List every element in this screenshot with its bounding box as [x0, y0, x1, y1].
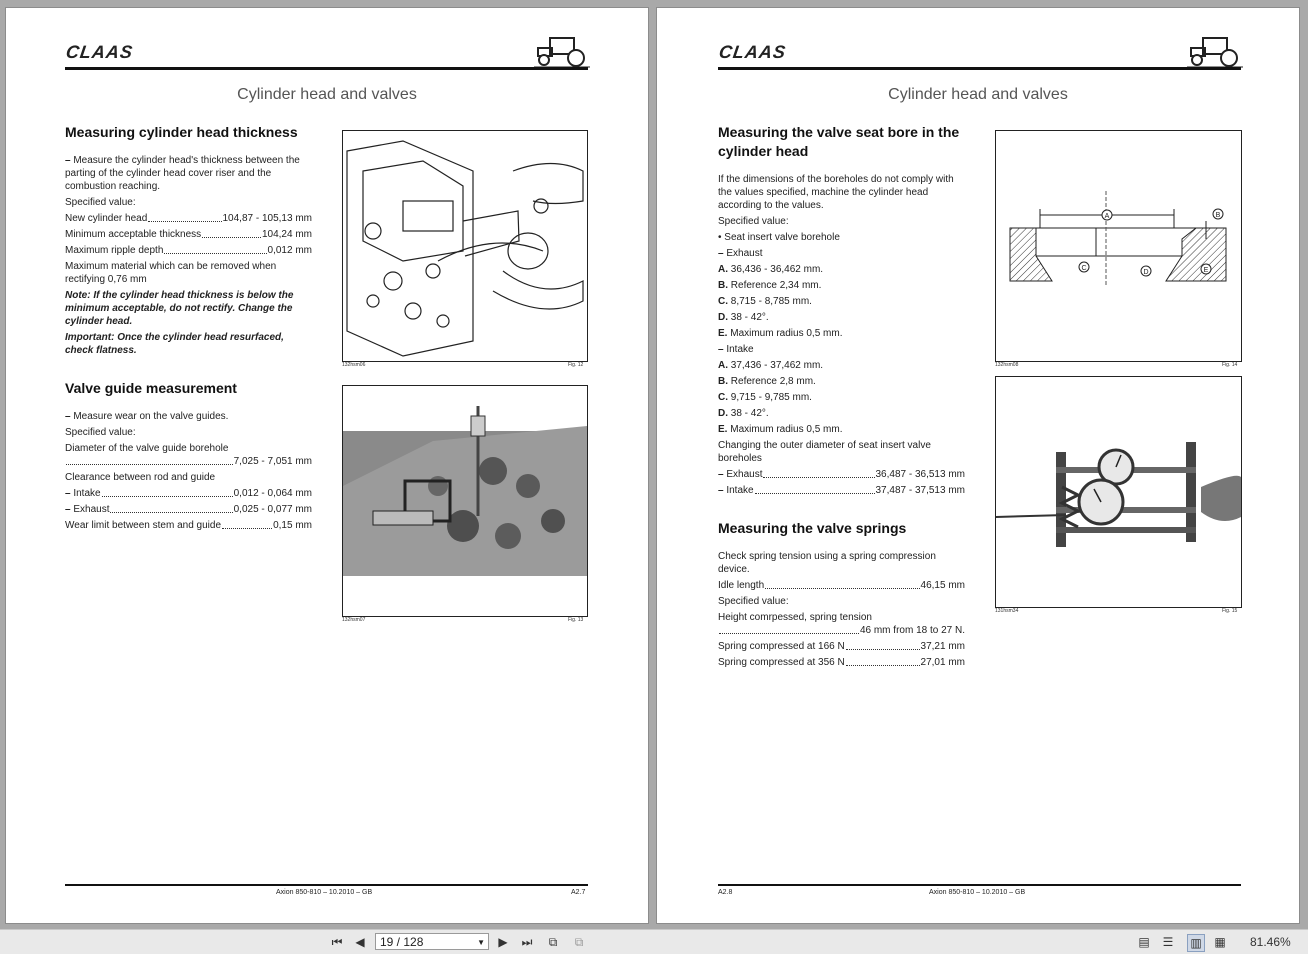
valve-seat-diagram [996, 131, 1241, 361]
viewer-toolbar [0, 929, 1308, 954]
paragraph: If the dimensions of the boreholes do not comply with the values specified, machine the cylinder head according to the values. [718, 174, 954, 211]
figure-ref: 132hsm06 [342, 362, 366, 368]
footer-page-number: A2.7 [571, 889, 586, 896]
heading-valve-seat-bore: Measuring the valve seat bore in the cylinder head [718, 124, 960, 159]
section-title: Cylinder head and valves [237, 86, 417, 103]
footer-rule [65, 884, 588, 886]
paragraph: Check spring tension using a spring compression device. [718, 551, 936, 575]
heading-valve-guide: Valve guide measurement [65, 380, 237, 396]
specified-label: Specified value: [718, 216, 789, 227]
next-view-icon[interactable]: ⧉ [574, 935, 584, 949]
diagram-letter: E [1203, 267, 1209, 274]
paragraph: Height comrpessed, spring tension [718, 612, 872, 623]
right-page [657, 8, 1299, 923]
spec-row: 46 mm from 18 to 27 N. [718, 624, 965, 637]
list-item: A. 37,436 - 37,462 mm. [718, 360, 824, 371]
list-item: E. Maximum radius 0,5 mm. [718, 424, 843, 435]
page-indicator: 19 / 128 [380, 935, 424, 949]
figure-valve-guide-photo [342, 385, 588, 617]
list-item: C. 8,715 - 8,785 mm. [718, 296, 812, 307]
figure-ref: 132hsm08 [995, 362, 1019, 368]
paragraph: – Measure wear on the valve guides. [65, 411, 229, 422]
specified-label: Specified value: [65, 197, 136, 208]
last-page-icon[interactable]: ⏭ [521, 935, 533, 949]
paragraph: • Seat insert valve borehole [718, 232, 840, 243]
footer-title: Axion 850-810 – 10.2010 – GB [929, 889, 1026, 896]
left-page [6, 8, 648, 923]
valve-guide-photo [343, 386, 587, 616]
footer-rule [718, 884, 1241, 886]
list-item: B. Reference 2,34 mm. [718, 280, 822, 291]
figure-spring-compression-photo [995, 376, 1242, 608]
next-page-icon[interactable]: ▶ [498, 935, 508, 949]
paragraph: Maximum material which can be removed when rectifying 0,76 mm [65, 261, 277, 285]
header-rule [65, 67, 588, 70]
diagram-letter: B [1215, 212, 1221, 219]
spec-row: – Exhaust 0,025 - 0,077 mm [65, 504, 312, 515]
tractor-icon [534, 34, 590, 68]
figure-label: Fig. 14 [1222, 362, 1238, 368]
list-item: E. Maximum radius 0,5 mm. [718, 328, 843, 339]
heading-cylinder-head-thickness: Measuring cylinder head thickness [65, 124, 298, 140]
spec-row: Idle length 46,15 mm [718, 580, 965, 591]
paragraph: – Intake [718, 344, 754, 355]
left-text-column [65, 123, 312, 535]
claas-logo: CLAAS [64, 42, 135, 62]
spec-row: Spring compressed at 356 N 27,01 mm [718, 657, 965, 668]
continuous-view-icon[interactable]: ☰ [1162, 935, 1174, 949]
spec-row: 7,025 - 7,051 mm [65, 455, 312, 468]
diagram-letter: C [1081, 265, 1087, 272]
note: Note: If the cylinder head thickness is below the minimum acceptable, do not rectify. Change the cylinder head. [65, 290, 294, 327]
list-item: C. 9,715 - 9,785 mm. [718, 392, 812, 403]
specified-label: Specified value: [718, 596, 789, 607]
tractor-icon [1187, 34, 1243, 68]
spec-row: Spring compressed at 166 N 37,21 mm [718, 641, 965, 652]
specified-label: Specified value: [65, 427, 136, 438]
diagram-letter: D [1143, 269, 1149, 276]
previous-view-icon[interactable]: ⧉ [548, 935, 558, 949]
page-number-select[interactable] [375, 933, 489, 950]
figure-ref: 131hsm34 [995, 608, 1019, 614]
heading-valve-springs: Measuring the valve springs [718, 520, 907, 536]
continuous-facing-view-icon[interactable]: ▦ [1214, 935, 1226, 949]
spec-row: Minimum acceptable thickness 104,24 mm [65, 229, 312, 240]
spec-row: Maximum ripple depth 0,012 mm [65, 245, 312, 256]
spring-compression-device [996, 377, 1241, 607]
header-rule [718, 67, 1241, 70]
facing-pages-view-icon[interactable]: ▥ [1187, 934, 1205, 952]
footer-page-number: A2.8 [718, 889, 733, 896]
paragraph: Clearance between rod and guide [65, 472, 216, 483]
spec-row: – Intake 37,487 - 37,513 mm [718, 485, 965, 496]
right-text-column [718, 123, 965, 672]
figure-cylinder-head-drawing [342, 130, 588, 362]
cylinder-head-illustration [343, 131, 587, 361]
list-item: D. 38 - 42°. [718, 312, 769, 323]
footer-title: Axion 850-810 – 10.2010 – GB [276, 889, 373, 896]
single-page-view-icon[interactable]: ▤ [1138, 935, 1150, 949]
figure-label: Fig. 13 [568, 617, 584, 623]
previous-page-icon[interactable]: ◀ [355, 935, 365, 949]
figure-ref: 132hsm07 [342, 617, 366, 623]
zoom-level[interactable]: 81.46% [1250, 935, 1291, 949]
paragraph: Changing the outer diameter of seat insert valve boreholes [718, 440, 931, 464]
claas-logo: CLAAS [717, 42, 788, 62]
paragraph: Diameter of the valve guide borehole [65, 443, 229, 454]
note-important: Important: Once the cylinder head resurfaced, check flatness. [65, 332, 284, 356]
spec-row: Wear limit between stem and guide 0,15 mm [65, 520, 312, 531]
spec-row: – Intake 0,012 - 0,064 mm [65, 488, 312, 499]
diagram-letter: A [1104, 213, 1110, 220]
section-title: Cylinder head and valves [888, 86, 1068, 103]
figure-label: Fig. 15 [1222, 608, 1238, 614]
figure-label: Fig. 12 [568, 362, 584, 368]
first-page-icon[interactable]: ⏮ [331, 935, 343, 949]
list-item: A. 36,436 - 36,462 mm. [718, 264, 824, 275]
spec-row: New cylinder head 104,87 - 105,13 mm [65, 213, 312, 224]
list-item: D. 38 - 42°. [718, 408, 769, 419]
spec-row: – Exhaust 36,487 - 36,513 mm [718, 469, 965, 480]
list-item: B. Reference 2,8 mm. [718, 376, 816, 387]
chevron-down-icon: ▼ [477, 938, 485, 947]
paragraph: – Measure the cylinder head's thickness between the parting of the cylinder head cover riser and the combustion reaching. [65, 155, 300, 192]
figure-valve-seat-diagram [995, 130, 1242, 362]
paragraph: – Exhaust [718, 248, 763, 259]
